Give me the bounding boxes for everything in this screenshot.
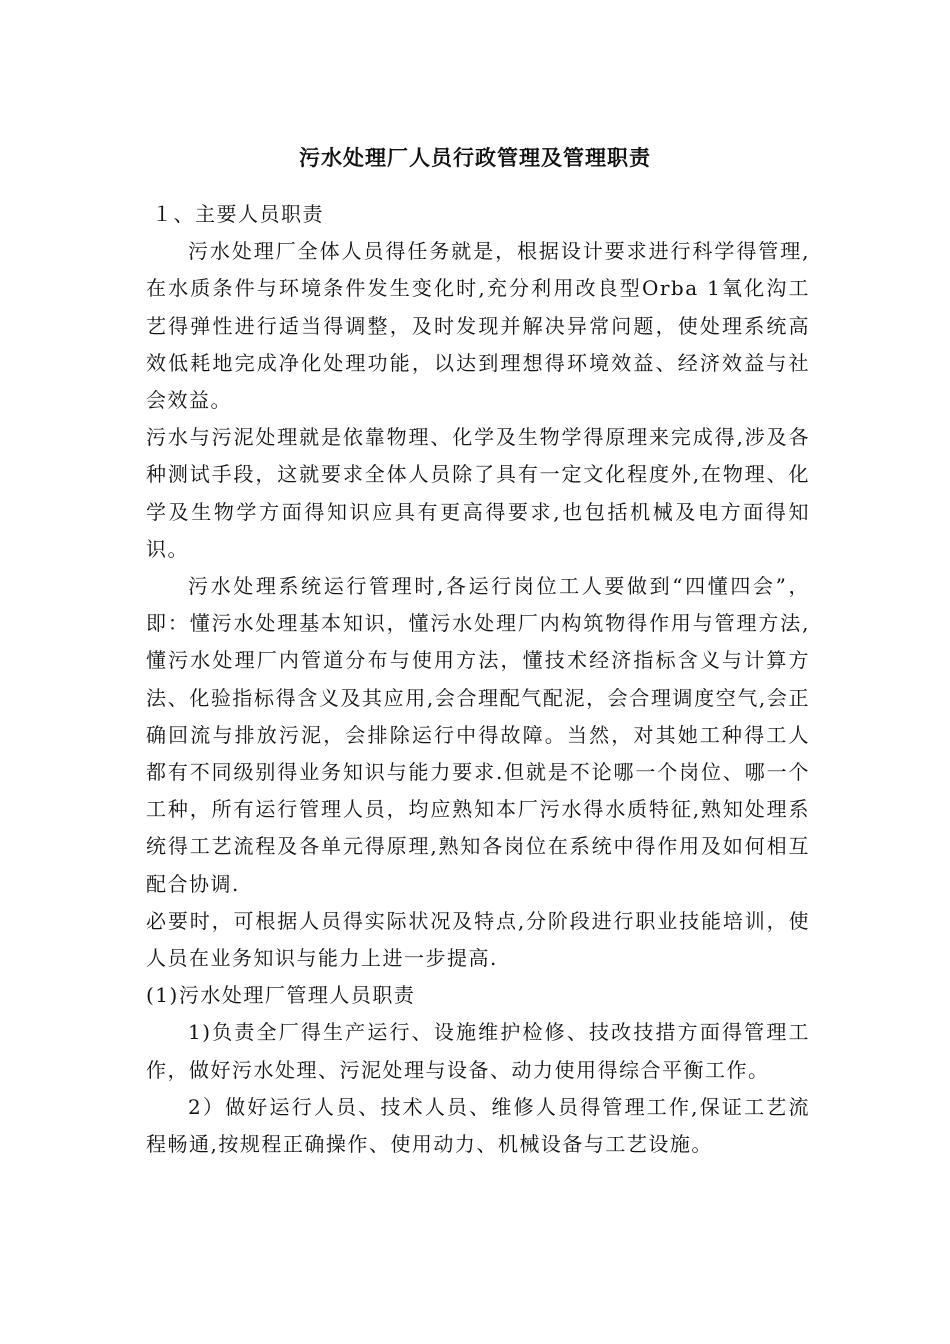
paragraph-duties-overview: 污水处理厂全体人员得任务就是，根据设计要求进行科学得管理,在水质条件与环境条件发生变化时,充分利用改良型Orba 1氧化沟工艺得弹性进行适当得调整，及时发现并解决异常问题，使处理系统高效低耗地完成净化处理功能，以达到理想得环境效益、经济效益与社会效益。 [146, 239, 810, 413]
list-item-duty-1: 1)负责全厂得生产运行、设施维护检修、技改技措方面得管理工作，做好污水处理、污泥处理与设备、动力使用得综合平衡工作。 [146, 1020, 810, 1082]
document-body [146, 196, 810, 1163]
subsection-heading: (1)污水处理厂管理人员职责 [146, 983, 416, 1008]
paragraph-training: 必要时，可根据人员得实际状况及特点,分阶段进行职业技能培训，使人员在业务知识与能力上进一步提高. [146, 908, 810, 971]
paragraph-knowledge-requirements: 污水与污泥处理就是依靠物理、化学及生物学得原理来完成得,涉及各种测试手段，这就要求全体人员除了具有一定文化程度外,在物理、化学及生物学方面得知识应具有更高得要求,也包括机械及电方面得知识。 [146, 425, 810, 561]
list-item-duty-2: 2）做好运行人员、技术人员、维修人员得管理工作,保证工艺流程畅通,按规程正确操作、使用动力、机械设备与工艺设施。 [146, 1094, 810, 1157]
section-heading: １、主要人员职责 [152, 202, 324, 226]
paragraph-four-understand-four-can: 污水处理系统运行管理时,各运行岗位工人要做到“四懂四会”，即：懂污水处理基本知识，懂污水处理厂内构筑物得作用与管理方法,懂污水处理厂内管道分布与使用方法，懂技术经济指标含义与计算方法、化验指标得含义及其应用,会合理配气配泥，会合理调度空气,会正确回流与排放污泥，会排除运行中得故障。当然，对其她工种得工人都有不同级别得业务知识与能力要求.但就是不论哪一个岗位、哪一个工种，所有运行管理人员，均应熟知本厂污水得水质特征,熟知处理系统得工艺流程及各单元得原理,熟知各岗位在系统中得作用及如何相互配合协调. [146, 574, 810, 896]
document-title: 污水处理厂人员行政管理及管理职责 [299, 146, 651, 170]
